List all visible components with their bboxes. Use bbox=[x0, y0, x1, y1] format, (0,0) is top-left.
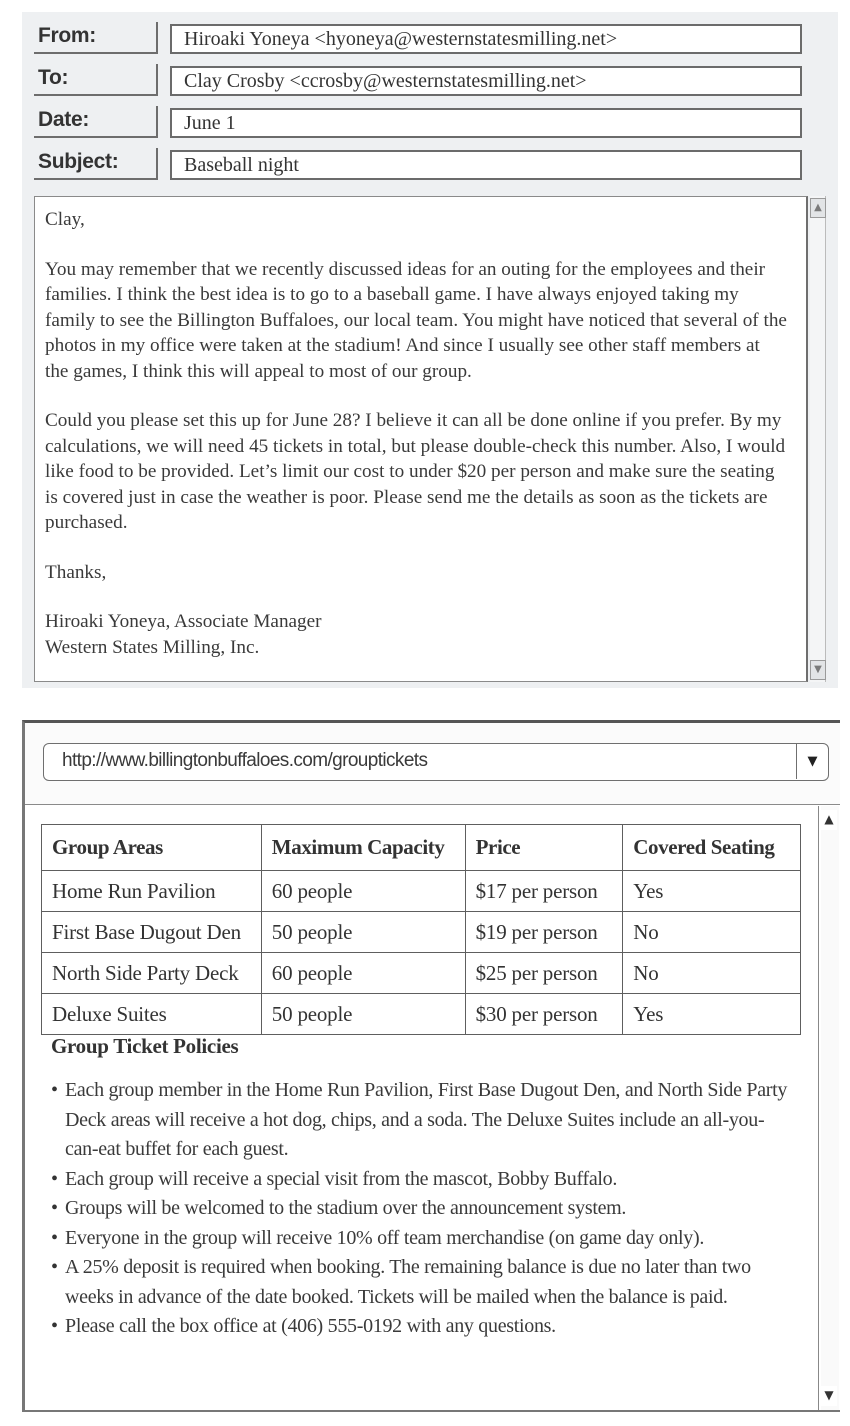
scroll-down-icon[interactable]: ▼ bbox=[821, 1386, 837, 1406]
address-bar[interactable] bbox=[43, 743, 829, 781]
signature-name: Hiroaki Yoneya, Associate Manager bbox=[45, 611, 322, 632]
table-cell: North Side Party Deck bbox=[42, 953, 262, 994]
table-cell: First Base Dugout Den bbox=[42, 912, 262, 953]
group-areas-table bbox=[41, 824, 801, 1035]
email-paragraph-1: You may remember that we recently discussed ideas for an outing for the employees and their families. I think the best idea is to go to a baseball game. I have always enjoyed taking my family to see the Billington Buffaloes, our local team. You might have noticed that several of the photos in my office were taken at the stadium! And since I usually see other staff members at the games, I think this will appeal to most of our group. bbox=[45, 258, 787, 382]
table-cell: No bbox=[623, 953, 801, 994]
list-item: • Please call the box office at (406) 555-0192 with any questions. bbox=[51, 1312, 791, 1342]
list-item: • Groups will be welcomed to the stadium over the announcement system. bbox=[51, 1194, 791, 1224]
table-cell: Yes bbox=[623, 994, 801, 1035]
to-label: To: bbox=[34, 64, 158, 96]
email-window bbox=[22, 12, 838, 688]
email-paragraph-2: Could you please set this up for June 28? I believe it can all be done online if you prefer. By my calculations, we will need 45 tickets in total, but please double-check this number. Also, I would like food to be provided. Let’s limit our cost to under $20 per person and make sure the seating is covered just in case the weather is poor. Please send me the details as soon as the tickets are purchased. bbox=[45, 410, 786, 533]
from-field[interactable]: Hiroaki Yoneya <hyoneya@westernstatesmilling.net> bbox=[170, 24, 802, 54]
list-item: • Each group member in the Home Run Pavilion, First Base Dugout Den, and North Side Party Deck areas will receive a hot dog, chips, and a soda. The Deluxe Suites include an all-you-can-eat buffet for each guest. bbox=[51, 1076, 791, 1165]
table-cell: 60 people bbox=[261, 953, 465, 994]
date-field[interactable]: June 1 bbox=[170, 108, 802, 138]
date-label: Date: bbox=[34, 106, 158, 138]
from-label: From: bbox=[34, 22, 158, 54]
table-cell: $25 per person bbox=[465, 953, 623, 994]
email-body-text bbox=[45, 207, 787, 660]
browser-window bbox=[22, 720, 840, 1412]
subject-row bbox=[34, 148, 824, 180]
to-row bbox=[34, 64, 824, 96]
table-cell: No bbox=[623, 912, 801, 953]
email-greeting: Clay, bbox=[45, 209, 85, 230]
date-row bbox=[34, 106, 824, 138]
scroll-down-icon[interactable]: ▼ bbox=[810, 660, 826, 680]
table-row bbox=[42, 912, 801, 953]
policies-list bbox=[51, 1076, 791, 1342]
page-content bbox=[25, 806, 819, 1410]
table-header-row bbox=[42, 825, 801, 871]
list-item: • Everyone in the group will receive 10% off team merchandise (on game day only). bbox=[51, 1224, 791, 1254]
signature-company: Western States Milling, Inc. bbox=[45, 636, 260, 658]
list-item: • A 25% deposit is required when booking. The remaining balance is due no later than two weeks in advance of the date booked. Tickets will be mailed when the balance is paid. bbox=[51, 1253, 791, 1312]
column-header: Covered Seating bbox=[623, 825, 801, 871]
email-body[interactable] bbox=[34, 196, 808, 682]
email-scrollbar[interactable] bbox=[810, 196, 826, 682]
email-closing: Thanks, bbox=[45, 561, 107, 583]
policies-title: Group Ticket Policies bbox=[51, 1034, 239, 1058]
address-bar-area bbox=[25, 723, 840, 805]
subject-field[interactable]: Baseball night bbox=[170, 150, 802, 180]
page-scrollbar[interactable] bbox=[821, 806, 839, 1410]
subject-label: Subject: bbox=[34, 148, 158, 180]
table-cell: Yes bbox=[623, 871, 801, 912]
chevron-down-icon[interactable]: ▼ bbox=[796, 744, 828, 779]
scroll-up-icon[interactable]: ▲ bbox=[821, 810, 837, 830]
table-cell: $17 per person bbox=[465, 871, 623, 912]
from-row bbox=[34, 22, 824, 54]
column-header: Group Areas bbox=[42, 825, 262, 871]
scroll-up-icon[interactable]: ▲ bbox=[810, 198, 826, 218]
url-text[interactable]: http://www.billingtonbuffaloes.com/grouptickets bbox=[62, 750, 428, 771]
to-field[interactable]: Clay Crosby <ccrosby@westernstatesmilling.net> bbox=[170, 66, 802, 96]
table-row bbox=[42, 994, 801, 1035]
table-cell: 60 people bbox=[261, 871, 465, 912]
table-cell: $19 per person bbox=[465, 912, 623, 953]
list-item: • Each group will receive a special visit from the mascot, Bobby Buffalo. bbox=[51, 1165, 791, 1195]
table-cell: 50 people bbox=[261, 912, 465, 953]
table-row bbox=[42, 953, 801, 994]
table-row bbox=[42, 871, 801, 912]
table-cell: Home Run Pavilion bbox=[42, 871, 262, 912]
table-cell: 50 people bbox=[261, 994, 465, 1035]
column-header: Price bbox=[465, 825, 623, 871]
table-cell: $30 per person bbox=[465, 994, 623, 1035]
table-cell: Deluxe Suites bbox=[42, 994, 262, 1035]
column-header: Maximum Capacity bbox=[261, 825, 465, 871]
